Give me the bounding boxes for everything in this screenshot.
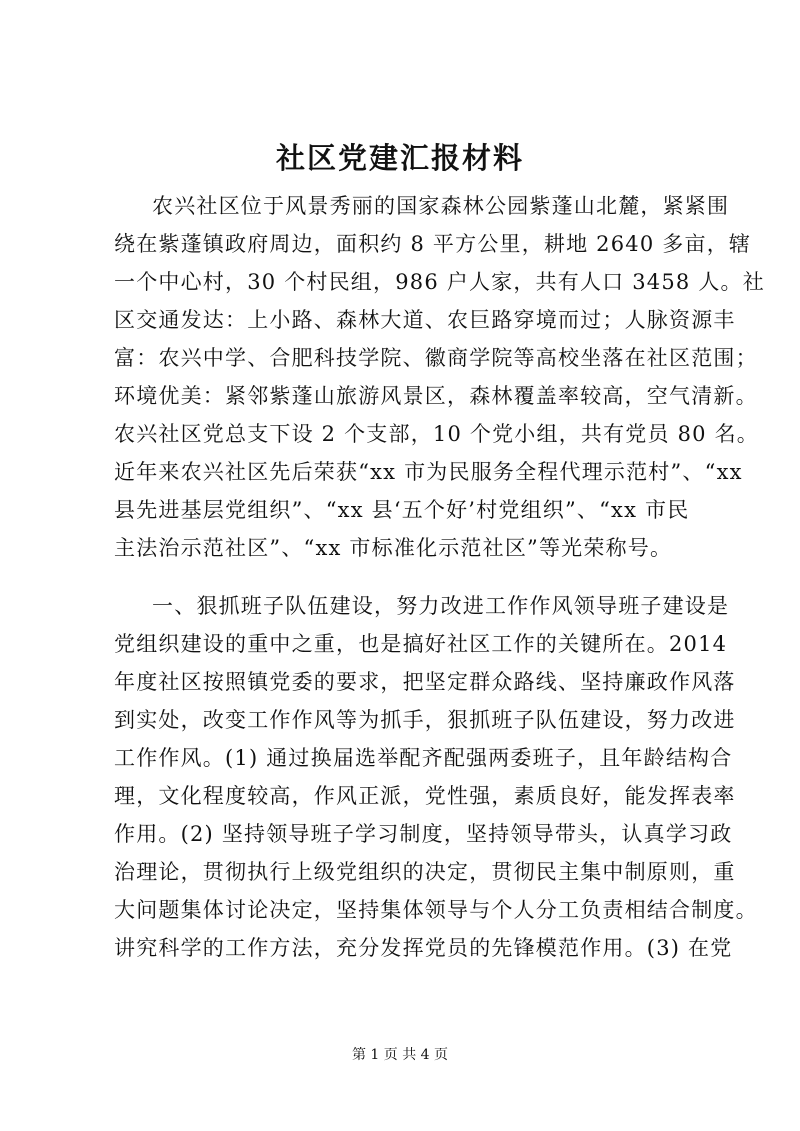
paragraph-line: 一个中心村，30 个村民组，986 户人家，共有人口 3458 人。社 xyxy=(114,270,765,294)
paragraph-line: 理，文化程度较高，作风正派，党性强，素质良好，能发挥表率 xyxy=(114,784,736,808)
paragraph-line: 主法治示范社区”、“xx 市标准化示范社区”等光荣称号。 xyxy=(114,536,673,560)
paragraph-line: 一、狠抓班子队伍建设，努力改进工作作风领导班子建设是 xyxy=(152,594,730,618)
paragraph-line: 作用。(2) 坚持领导班子学习制度，坚持领导带头，认真学习政 xyxy=(114,822,733,846)
paragraph-line: 富：农兴中学、合肥科技学院、徽商学院等高校坐落在社区范围； xyxy=(114,346,758,370)
paragraph-line: 区交通发达：上小路、森林大道、农巨路穿境而过；人脉资源丰 xyxy=(114,308,736,332)
document-title: 社区党建汇报材料 xyxy=(275,141,524,175)
paragraph-line: 治理论，贯彻执行上级党组织的决定，贯彻民主集中制原则，重 xyxy=(114,860,736,884)
paragraph-line: 讲究科学的工作方法，充分发挥党员的先锋模范作用。(3) 在党 xyxy=(114,936,733,960)
paragraph-line: 绕在紫蓬镇政府周边，面积约 8 平方公里，耕地 2640 多亩，辖 xyxy=(114,232,752,256)
paragraph-line: 县先进基层党组织”、“xx 县‘五个好’村党组织”、“xx 市民 xyxy=(114,498,690,522)
paragraph-line: 工作作风。(1) 通过换届选举配齐配强两委班子，且年龄结构合 xyxy=(114,746,733,770)
paragraph-line: 年度社区按照镇党委的要求，把坚定群众路线、坚持廉政作风落 xyxy=(114,670,736,694)
paragraph-line: 农兴社区党总支下设 2 个支部，10 个党小组，共有党员 80 名。 xyxy=(114,422,759,446)
paragraph-line: 农兴社区位于风景秀丽的国家森林公园紫蓬山北麓，紧紧围 xyxy=(152,194,730,218)
paragraph-line: 党组织建设的重中之重，也是搞好社区工作的关键所在。2014 xyxy=(114,632,728,656)
paragraph-line: 大问题集体讨论决定，坚持集体领导与个人分工负责相结合制度。 xyxy=(114,898,758,922)
paragraph-line: 环境优美：紧邻紫蓬山旅游风景区，森林覆盖率较高，空气清新。 xyxy=(114,384,758,408)
paragraph-line: 到实处，改变工作作风等为抓手，狠抓班子队伍建设，努力改进 xyxy=(114,708,736,732)
page-footer: 第 1 页 共 4 页 xyxy=(351,1047,449,1063)
paragraph-line: 近年来农兴社区先后荣获“xx 市为民服务全程代理示范村”、“xx xyxy=(114,460,743,484)
